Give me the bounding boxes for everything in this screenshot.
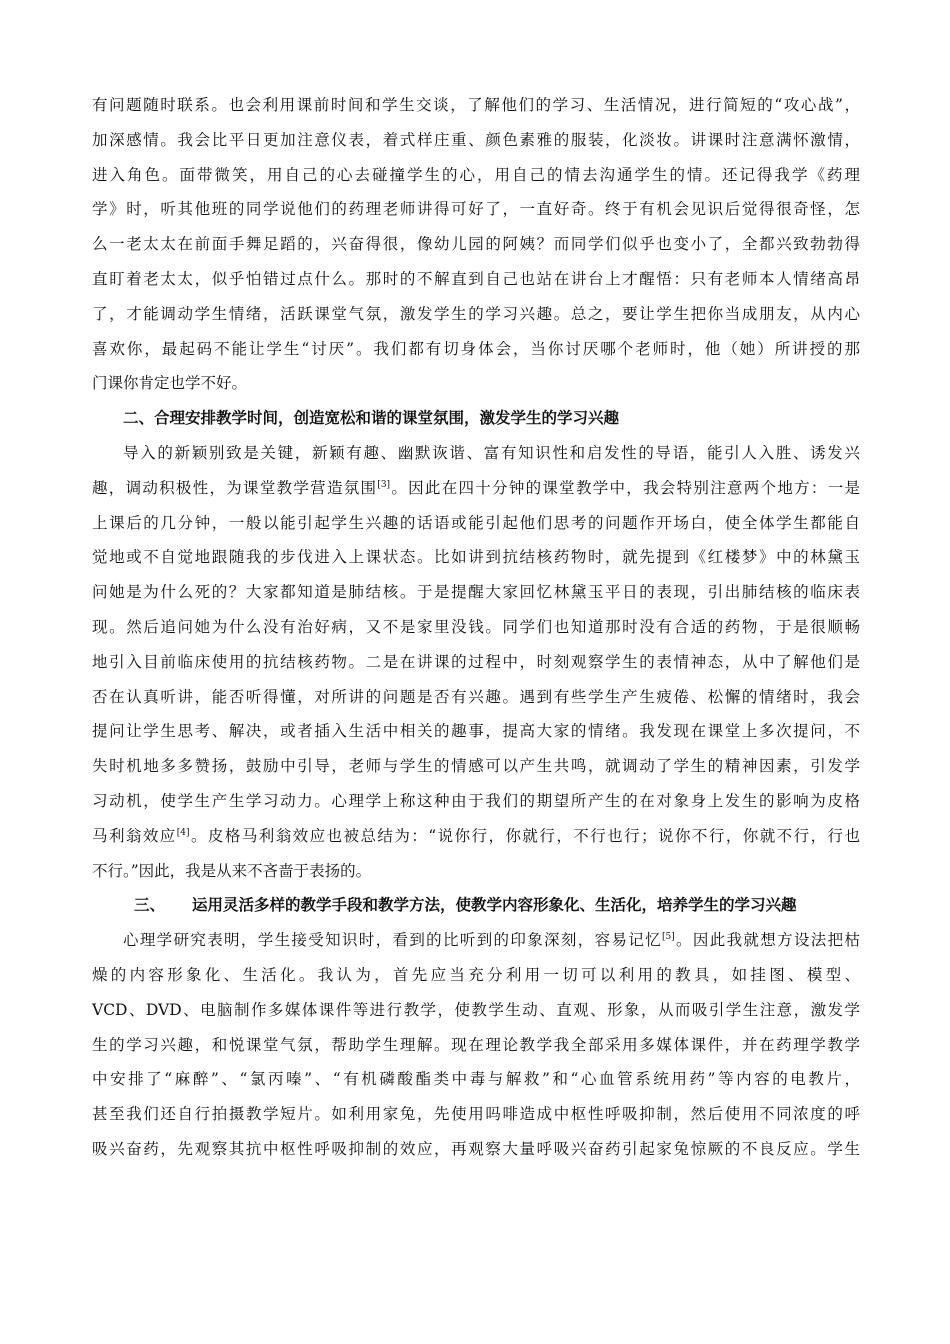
- text-line: 中安排了“麻醉”、“氯丙嗪”、“有机磷酸酯类中毒与解救”和“心血管系统用药”等内容的电教片，: [92, 1070, 860, 1089]
- text-line: 燥的内容形象化、生活化。我认为，首先应当充分利用一切可以利用的教具，如挂图、模型、: [92, 965, 860, 984]
- paragraph-3: [92, 923, 860, 1167]
- text-line: 生的学习兴趣，和悦课堂气氛，帮助学生理解。现在理论教学我全部采用多媒体课件，并在药理学教学: [92, 1035, 860, 1054]
- text-line: 门课你肯定也学不好。: [92, 374, 248, 393]
- text-line: 了，才能调动学生情绪，活跃课堂气氛，激发学生的学习兴趣。总之，要让学生把你当成朋友，从内心: [92, 304, 860, 323]
- citation-ref: [5]: [661, 932, 675, 943]
- text-span: 。因此在四十分钟的课堂教学中，我会特别注意两个地方：一是: [390, 478, 860, 497]
- text-line: 学》时，听其他班的同学说他们的药理老师讲得可好了，一直好奇。终于有机会见识后觉得很奇怪，怎: [92, 200, 860, 219]
- text-line: 导入的新颖别致是关键，新颖有趣、幽默诙谐、富有知识性和启发性的导语，能引人入胜、诱发兴: [123, 443, 860, 462]
- section-heading-3: [92, 888, 860, 923]
- text-line: 失时机地多多赞扬，鼓励中引导，老师与学生的情感可以产生共鸣，就调动了学生的精神因素，引发学: [92, 757, 860, 776]
- section-title: 运用灵活多样的教学手段和教学方法，使教学内容形象化、生活化，培养学生的学习兴趣: [192, 895, 797, 915]
- document-page: [92, 88, 860, 1167]
- text-line: 上课后的几分钟，一般以能引起学生兴趣的话语或能引起他们思考的问题作开场白，使全体学生都能自: [92, 513, 860, 532]
- citation-ref: [4]: [176, 827, 190, 838]
- paragraph-1: [92, 88, 860, 401]
- text-line: 有问题随时联系。也会利用课前时间和学生交谈，了解他们的学习、生活情况，进行简短的“攻心战”，: [92, 96, 860, 114]
- text-line: 进入角色。面带微笑，用自己的心去碰撞学生的心，用自己的情去沟通学生的情。还记得我学《药理: [92, 165, 860, 184]
- text-line: 不行。”因此，我是从来不吝啬于表扬的。: [92, 861, 372, 880]
- text-line: 甚至我们还自行拍摄教学短片。如利用家兔，先使用吗啡造成中枢性呼吸抑制，然后使用不同浓度的呼: [92, 1105, 860, 1124]
- text-line: 地引入目前临床使用的抗结核药物。二是在讲课的过程中，时刻观察学生的表情神态，从中了解他们是: [92, 652, 860, 671]
- text-span: 马利翁效应: [92, 826, 177, 845]
- text-span: 趣，调动积极性，为课堂教学营造氛围: [92, 478, 378, 497]
- text-line: 加深感情。我会比平日更加注意仪表，着式样庄重、颜色素雅的服装，化淡妆。讲课时注意满怀激情，: [92, 130, 860, 149]
- text-line: 习动机，使学生产生学习动力。心理学上称这种由于我们的期望所产生的在对象身上发生的影响为皮格: [92, 791, 860, 810]
- text-line: 喜欢你，最起码不能让学生“讨厌”。我们都有切身体会，当你讨厌哪个老师时，他（她）所讲授的那: [92, 339, 860, 358]
- citation-ref: [3]: [377, 479, 391, 490]
- text-line: 现。然后追问她为什么没有治好病，又不是家里没钱。同学们也知道那时没有合适的药物，于是很顺畅: [92, 617, 860, 636]
- section-number: 三、: [134, 895, 166, 915]
- text-line: 否在认真听讲，能否听得懂，对所讲的问题是否有兴趣。遇到有些学生产生疲倦、松懈的情绪时，我会: [92, 687, 860, 706]
- text-line: 么一老太太在前面手舞足蹈的，兴奋得很，像幼儿园的阿姨？而同学们似乎也变小了，全都兴致勃勃得: [92, 235, 860, 254]
- text-span: 。皮格马利翁效应也被总结为：“说你行，你就行，不行也行；说你不行，你就不行，行也: [189, 826, 860, 845]
- text-line: 问她是为什么死的？大家都知道是肺结核。于是提醒大家回忆林黛玉平日的表现，引出肺结核的临床表: [92, 583, 860, 602]
- text-line: VCD、DVD、电脑制作多媒体课件等进行教学，使教学生动、直观、形象，从而吸引学生注意，激发学: [92, 1000, 860, 1019]
- text-span: 。因此我就想方设法把枯: [674, 931, 860, 950]
- text-line: 直盯着老太太，似乎怕错过点什么。那时的不解直到自己也站在讲台上才醒悟：只有老师本人情绪高昂: [92, 269, 860, 288]
- text-line: [92, 471, 860, 506]
- text-line: 吸兴奋药，先观察其抗中枢性呼吸抑制的效应，再观察大量呼吸兴奋药引起家兔惊厥的不良反应。学生: [92, 1139, 860, 1158]
- text-line: 觉地或不自觉地跟随我的步伐进入上课状态。比如讲到抗结核药物时，就先提到《红楼梦》中的林黛玉: [92, 548, 860, 567]
- paragraph-2: [92, 436, 860, 888]
- text-line: [92, 923, 860, 958]
- text-line: 提问让学生思考、解决，或者插入生活中相关的趣事，提高大家的情绪。我发现在课堂上多次提问，不: [92, 722, 860, 741]
- text-line: [92, 819, 860, 854]
- text-span: 心理学研究表明，学生接受知识时，看到的比听到的印象深刻，容易记忆: [123, 931, 662, 950]
- section-heading-2: 二、合理安排教学时间，创造宽松和谐的课堂氛围，激发学生的学习兴趣: [123, 408, 620, 428]
